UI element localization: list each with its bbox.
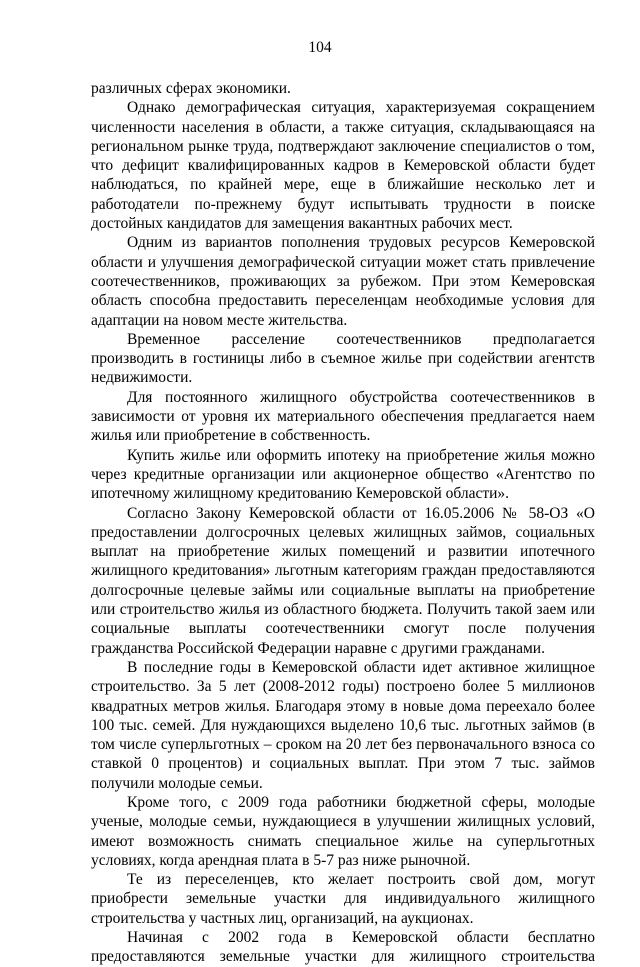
paragraph-11: Начиная с 2002 года в Кемеровской области бесплатно предоставляются земельные участки для жилищного строительства xyxy=(91,929,595,966)
paragraph-1: различных сферах экономики. xyxy=(91,80,291,97)
paragraph-3: Одним из вариантов пополнения трудовых ресурсов Кемеровской области и улучшения демографической ситуации может стать привлечение соотечественников, проживающих за рубежом. При этом Кемеровская область способна предоставить переселенцам необходимые условия для адаптации на новом месте жительства. xyxy=(91,234,595,329)
paragraph-7: Согласно Закону Кемеровской области от 16.05.2006 № 58-ОЗ «О предоставлении долгосрочных целевых жилищных займов, социальных выплат на приобретение жилых помещений и развитии ипотечного жилищного кредитования» льготным категориям граждан предоставляются долгосрочные целевые займы или социальные выплаты на приобретение или строительство жилья из областного бюджета. Получить такой заем или социальные выплаты соотечественники смогут после получения гражданства Российской Федерации наравне с другими гражданами. xyxy=(91,504,595,657)
paragraph-2: Однако демографическая ситуация, характеризуемая сокращением численности населения в области, а также ситуация, складывающаяся на региональном рынке труда, подтверждают заключение специалистов о том, что дефицит квалифицированных кадров в Кемеровской области будет наблюдаться, по крайней мере, еще в ближайшие несколько лет и работодатели по-прежнему будут испытывать трудности в поиске достойных кандидатов для замещения вакантных рабочих мест. xyxy=(91,99,595,233)
paragraph-8: В последние годы в Кемеровской области идет активное жилищное строительство. За 5 лет (2008-2012 годы) построено более 5 миллионов квадратных метров жилья. Благодаря этому в новые дома переехало более 100 тыс. семей. Для нуждающихся выделено 10,6 тыс. льготных займов (в том числе суперльготных – сроком на 20 лет без первоначального взноса со ставкой 0 процентов) и социальных выплат. При этом 7 тыс. займов получили молодые семьи. xyxy=(91,658,595,792)
paragraph-4: Временное расселение соотечественников предполагается производить в гостиницы либо в съемное жилье при содействии агентств недвижимости. xyxy=(91,330,595,387)
paragraph-6: Купить жилье или оформить ипотеку на приобретение жилья можно через кредитные организации или акционерное общество «Агентство по ипотечному жилищному кредитованию Кемеровской области». xyxy=(91,446,595,503)
body-text xyxy=(91,79,595,967)
paragraph-10: Те из переселенцев, кто желает построить свой дом, могут приобрести земельные участки для индивидуального жилищного строительства у частных лиц, организаций, на аукционах. xyxy=(91,871,595,927)
page-number: 104 xyxy=(308,39,332,56)
paragraph-5: Для постоянного жилищного обустройства соотечественников в зависимости от уровня их материального обеспечения предлагается наем жилья или приобретение в собственность. xyxy=(91,388,595,445)
paragraph-9: Кроме того, с 2009 года работники бюджетной сферы, молодые ученые, молодые семьи, нуждающиеся в улучшении жилищных условий, имеют возможность снимать специальное жилье на суперльготных условиях, когда арендная плата в 5-7 раз ниже рыночной. xyxy=(91,793,595,869)
